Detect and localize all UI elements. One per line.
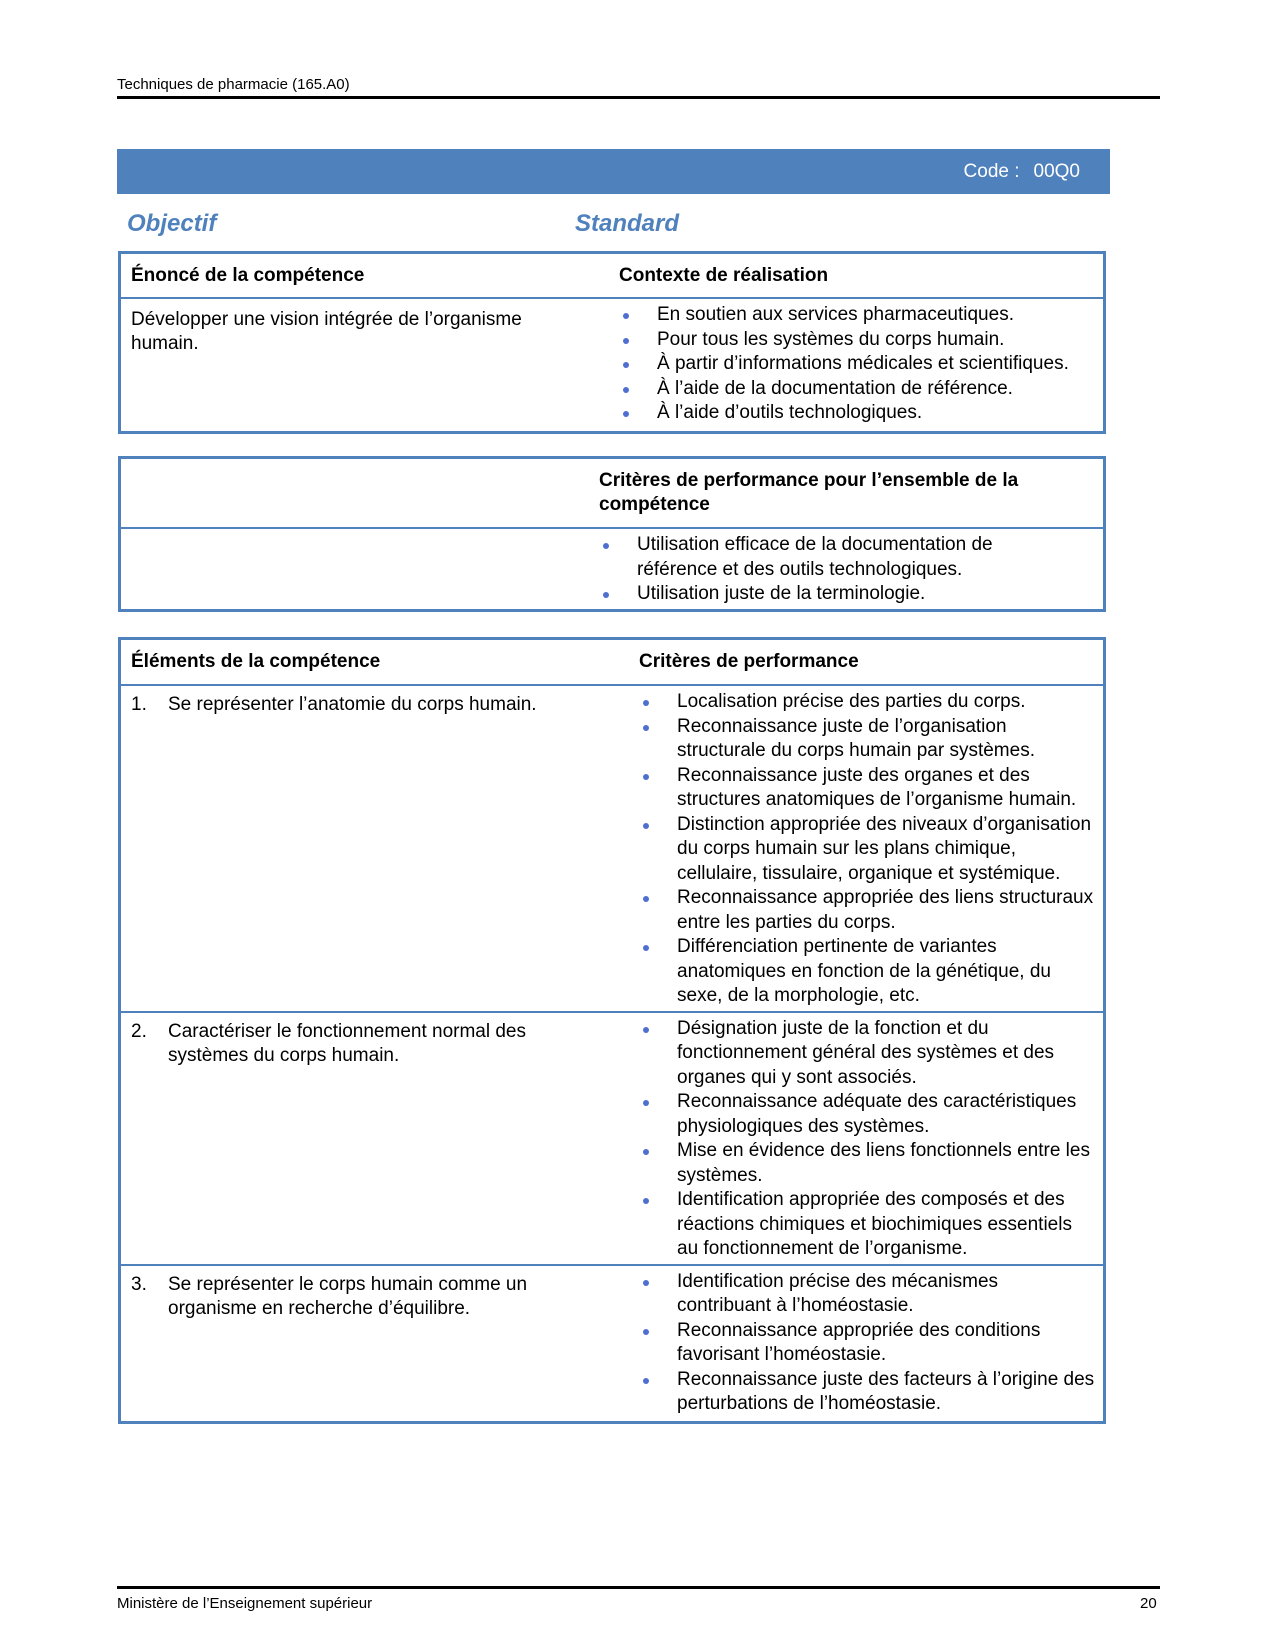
- list-item: Mise en évidence des liens fonctionnels entre les systèmes.: [639, 1139, 1095, 1188]
- header-rule: [117, 96, 1160, 99]
- list-item: Utilisation juste de la terminologie.: [599, 582, 1103, 607]
- element-2-criteria: [639, 1017, 1095, 1262]
- element-text: Se représenter l’anatomie du corps humain.: [168, 694, 537, 715]
- statement-heading: Énoncé de la compétence: [131, 264, 365, 286]
- elements-heading: Éléments de la compétence: [131, 651, 381, 672]
- criteria-heading: Critères de performance: [639, 651, 859, 672]
- list-item: À l’aide de la documentation de référence.: [619, 377, 1103, 402]
- list-item: Identification précise des mécanismes contribuant à l’homéostasie.: [639, 1270, 1095, 1319]
- element-1: [131, 693, 591, 718]
- element-3-criteria: [639, 1270, 1095, 1417]
- list-item: En soutien aux services pharmaceutiques.: [619, 303, 1103, 328]
- footer-ministry: Ministère de l’Enseignement supérieur: [117, 1595, 373, 1612]
- footer-rule: [117, 1586, 1160, 1589]
- code-label: Code :: [963, 161, 1020, 182]
- list-item: Reconnaissance appropriée des liens structuraux entre les parties du corps.: [639, 886, 1095, 935]
- element-number: 1.: [131, 694, 147, 715]
- list-item: Différenciation pertinente de variantes anatomiques en fonction de la génétique, du sexe, de la morphologie, etc.: [639, 935, 1095, 1009]
- code-value: 00Q0: [1033, 161, 1080, 182]
- list-item: Localisation précise des parties du corps.: [639, 690, 1095, 715]
- element-2: [131, 1020, 591, 1069]
- list-item: À l’aide d’outils technologiques.: [619, 401, 1103, 426]
- list-item: À partir d’informations médicales et scientifiques.: [619, 352, 1103, 377]
- list-item: Identification appropriée des composés et des réactions chimiques et biochimiques essentiels au fonctionnement de l’organisme.: [639, 1188, 1095, 1262]
- list-item: Reconnaissance adéquate des caractéristiques physiologiques des systèmes.: [639, 1090, 1095, 1139]
- element-number: 2.: [131, 1020, 147, 1042]
- overall-criteria-table: [118, 456, 1106, 612]
- list-item: Désignation juste de la fonction et du fonctionnement général des systèmes et des organes qui y sont associés.: [639, 1017, 1095, 1091]
- competence-table: [118, 251, 1106, 434]
- list-item: Pour tous les systèmes du corps humain.: [619, 328, 1103, 353]
- element-3: [131, 1273, 591, 1322]
- list-item: Reconnaissance juste des organes et des structures anatomiques de l’organisme humain.: [639, 764, 1095, 813]
- elements-table: [118, 637, 1106, 1424]
- list-item: Distinction appropriée des niveaux d’organisation du corps humain sur les plans chimique, cellulaire, tissulaire, organique et systémique.: [639, 813, 1095, 887]
- element-text: Caractériser le fonctionnement normal des systèmes du corps humain.: [168, 1020, 527, 1066]
- code-bar: [117, 149, 1110, 194]
- list-item: Utilisation efficace de la documentation de référence et des outils technologiques.: [599, 533, 1103, 582]
- competency-code: [950, 161, 1080, 183]
- element-text: Se représenter le corps humain comme un organisme en recherche d’équilibre.: [168, 1273, 528, 1319]
- list-item: Reconnaissance juste de l’organisation structurale du corps humain par systèmes.: [639, 715, 1095, 764]
- page-number: 20: [1140, 1595, 1157, 1612]
- list-item: Reconnaissance juste des facteurs à l’origine des perturbations de l’homéostasie.: [639, 1368, 1095, 1417]
- running-header: Techniques de pharmacie (165.A0): [117, 76, 350, 93]
- context-heading: Contexte de réalisation: [619, 264, 829, 286]
- overall-criteria-list: [599, 533, 1103, 607]
- list-item: Reconnaissance appropriée des conditions favorisant l’homéostasie.: [639, 1319, 1095, 1368]
- element-number: 3.: [131, 1273, 147, 1295]
- competence-statement: Développer une vision intégrée de l’organisme humain.: [120, 298, 612, 432]
- objective-heading: Objectif: [127, 210, 217, 237]
- element-1-criteria: [639, 690, 1095, 1009]
- context-list: [619, 303, 1103, 426]
- overall-criteria-heading: Critères de performance pour l’ensemble de la compétence: [599, 470, 1019, 515]
- standard-heading: Standard: [575, 210, 680, 237]
